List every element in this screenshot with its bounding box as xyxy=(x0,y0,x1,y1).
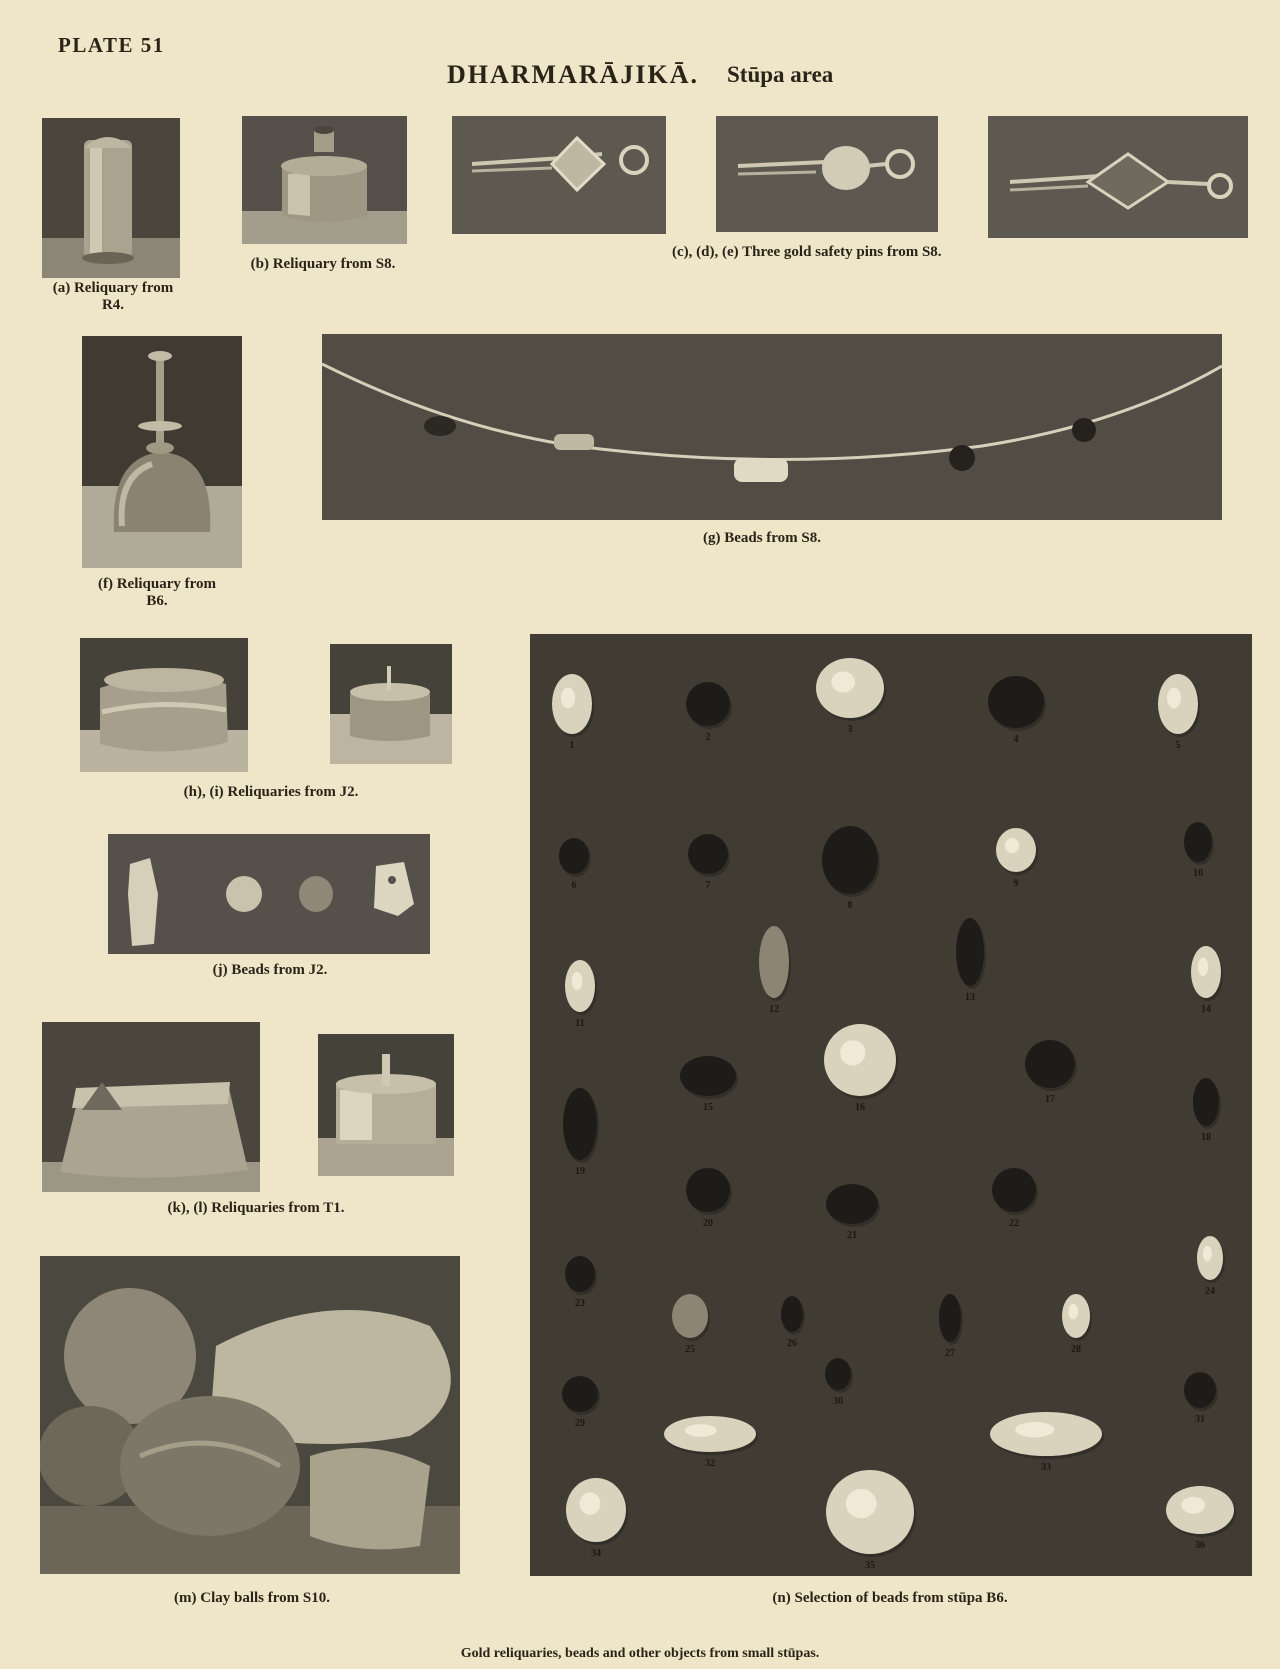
photo-reliquary-h xyxy=(80,638,248,772)
caption-f: (f) Reliquary from B6. xyxy=(97,576,217,609)
bead-15 xyxy=(680,1056,736,1096)
bead-31 xyxy=(1184,1372,1216,1408)
caption-a: (a) Reliquary from R4. xyxy=(52,280,174,313)
bead-6 xyxy=(559,838,589,874)
bead-highlight xyxy=(1015,1422,1054,1437)
bead-number-label: 9 xyxy=(1013,878,1019,889)
bead-number-label: 18 xyxy=(1201,1132,1211,1143)
bead-number-label: 26 xyxy=(787,1338,797,1349)
caption-hi: (h), (i) Reliquaries from J2. xyxy=(183,784,359,800)
bead-number-label: 19 xyxy=(575,1166,585,1177)
bead-8 xyxy=(822,826,878,894)
bead-number-label: 16 xyxy=(855,1102,865,1113)
bead-23 xyxy=(565,1256,595,1292)
photo-reliquary-i xyxy=(330,644,452,764)
bead-number-label: 4 xyxy=(1013,734,1019,745)
caption-j: (j) Beads from J2. xyxy=(212,962,328,978)
bead-highlight xyxy=(1068,1304,1078,1319)
bead-number-label: 17 xyxy=(1045,1094,1055,1105)
photo-reliquary-a xyxy=(42,118,180,278)
plate-footer: Gold reliquaries, beads and other objects from small stūpas. xyxy=(460,1646,820,1661)
bead-number-label: 10 xyxy=(1193,868,1203,879)
bead-number-label: 13 xyxy=(965,992,975,1003)
photo-reliquary-l xyxy=(318,1034,454,1176)
bead-highlight xyxy=(1198,958,1209,976)
photo-safety-pin-e xyxy=(988,116,1248,238)
photo-beads-g xyxy=(322,334,1222,520)
bead-number-label: 21 xyxy=(847,1230,857,1241)
bead-number-label: 24 xyxy=(1205,1286,1215,1297)
bead-number-label: 23 xyxy=(575,1298,585,1309)
caption-g: (g) Beads from S8. xyxy=(702,530,822,546)
bead-22 xyxy=(992,1168,1036,1212)
bead-18 xyxy=(1193,1078,1219,1126)
bead-10 xyxy=(1184,822,1212,862)
bead-4 xyxy=(988,676,1044,728)
bead-highlight xyxy=(1167,688,1181,709)
photo-reliquary-k xyxy=(42,1022,260,1192)
bead-highlight xyxy=(831,672,855,693)
bead-highlight xyxy=(846,1489,877,1518)
caption-b: (b) Reliquary from S8. xyxy=(250,256,396,272)
bead-number-label: 34 xyxy=(591,1548,601,1559)
bead-number-label: 31 xyxy=(1195,1414,1205,1425)
bead-highlight xyxy=(1005,838,1019,853)
bead-number-label: 25 xyxy=(685,1344,695,1355)
plate-title: DHARMARĀJIKĀ. xyxy=(447,60,700,89)
bead-29 xyxy=(562,1376,598,1412)
bead-13 xyxy=(956,918,984,986)
bead-30 xyxy=(825,1358,851,1390)
bead-17 xyxy=(1025,1040,1075,1088)
bead-number-label: 3 xyxy=(847,724,853,735)
bead-highlight xyxy=(580,1492,601,1514)
photo-reliquary-f xyxy=(82,336,242,568)
plate-label: PLATE 51 xyxy=(58,33,165,57)
bead-number-label: 29 xyxy=(575,1418,585,1429)
caption-n: (n) Selection of beads from stūpa B6. xyxy=(772,1590,1008,1606)
bead-2 xyxy=(686,682,730,726)
bead-20 xyxy=(686,1168,730,1212)
photo-safety-pin-c xyxy=(452,116,666,234)
caption-kl: (k), (l) Reliquaries from T1. xyxy=(167,1200,345,1216)
bead-number-label: 14 xyxy=(1201,1004,1211,1015)
bead-number-label: 8 xyxy=(847,900,853,911)
photo-clay-balls-m xyxy=(40,1256,460,1574)
bead-12 xyxy=(759,926,789,998)
bead-number-label: 27 xyxy=(945,1348,955,1359)
bead-number-label: 1 xyxy=(569,740,575,751)
bead-27 xyxy=(939,1294,961,1342)
bead-number-label: 11 xyxy=(575,1018,585,1029)
bead-number-label: 5 xyxy=(1175,740,1181,751)
bead-number-label: 33 xyxy=(1041,1462,1051,1473)
caption-m: (m) Clay balls from S10. xyxy=(174,1590,330,1606)
photo-beads-j xyxy=(108,834,430,954)
bead-number-label: 22 xyxy=(1009,1218,1019,1229)
bead-7 xyxy=(688,834,728,874)
caption-cde: (c), (d), (e) Three gold safety pins from S8. xyxy=(672,244,942,260)
bead-number-label: 15 xyxy=(703,1102,713,1113)
photo-beads-n xyxy=(530,634,1252,1576)
bead-highlight xyxy=(840,1040,865,1065)
bead-number-label: 7 xyxy=(705,880,711,891)
bead-25 xyxy=(672,1294,708,1338)
bead-number-label: 35 xyxy=(865,1560,875,1571)
bead-26 xyxy=(781,1296,803,1332)
bead-number-label: 20 xyxy=(703,1218,713,1229)
bead-number-label: 12 xyxy=(769,1004,779,1015)
plate-subtitle: Stūpa area xyxy=(727,62,834,87)
bead-number-label: 6 xyxy=(571,880,577,891)
bead-number-label: 36 xyxy=(1195,1540,1205,1551)
bead-number-label: 2 xyxy=(705,732,711,743)
bead-highlight xyxy=(685,1424,717,1437)
bead-21 xyxy=(826,1184,878,1224)
bead-number-label: 32 xyxy=(705,1458,715,1469)
photo-safety-pin-d xyxy=(716,116,938,232)
bead-highlight xyxy=(1181,1497,1205,1514)
bead-highlight xyxy=(1203,1246,1212,1261)
bead-number-label: 28 xyxy=(1071,1344,1081,1355)
bead-19 xyxy=(563,1088,597,1160)
bead-highlight xyxy=(561,688,575,709)
bead-highlight xyxy=(572,972,583,990)
bead-number-label: 30 xyxy=(833,1396,843,1407)
photo-reliquary-b xyxy=(242,116,407,244)
